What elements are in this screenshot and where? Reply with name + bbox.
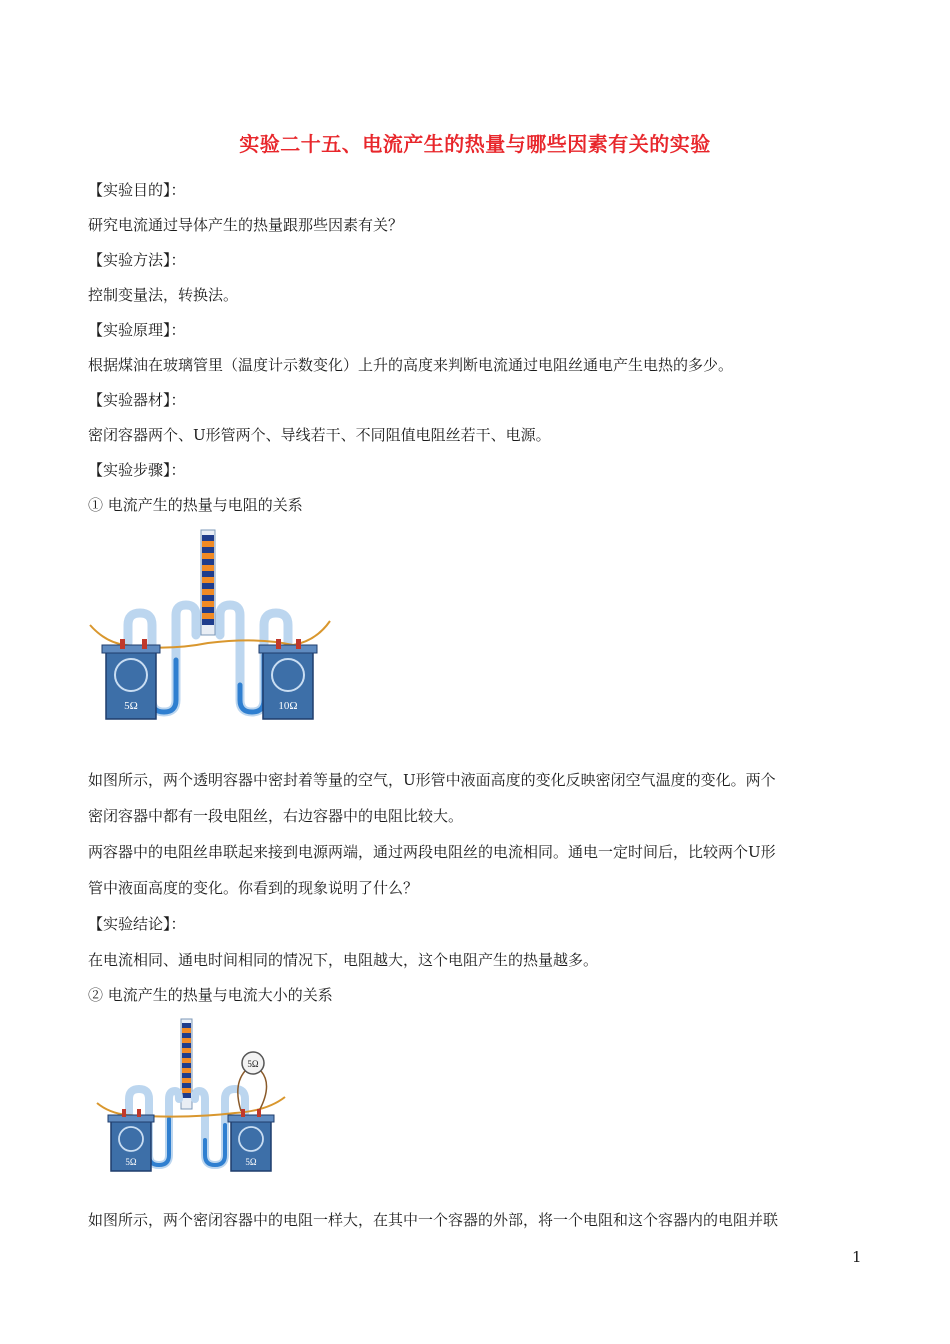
left-container xyxy=(108,1109,154,1171)
para2-line1: 两容器中的电阻丝串联起来接到电源两端，通过两段电阻丝的电流相同。通电一定时间后，比较两个U形 xyxy=(88,843,776,861)
figure-resistance-experiment xyxy=(88,525,333,725)
right-resistor-label: 10Ω xyxy=(278,700,298,712)
para2-line2: 管中液面高度的变化。你看到的现象说明了什么？ xyxy=(88,879,419,897)
method-heading: 【实验方法】： xyxy=(88,251,186,269)
right-resistor-label: 5Ω xyxy=(245,1157,257,1167)
right-container xyxy=(228,1109,274,1171)
page-number: 1 xyxy=(852,1248,862,1266)
conclusion-heading: 【实验结论】： xyxy=(88,915,186,933)
para1-line2: 密闭容器中都有一段电阻丝，右边容器中的电阻比较大。 xyxy=(88,807,464,825)
method-text: 控制变量法，转换法。 xyxy=(88,286,239,304)
para1-line1: 如图所示，两个透明容器中密封着等量的空气，U形管中液面高度的变化反映密闭空气温度的变化。两个 xyxy=(88,771,776,789)
left-resistor-label: 5Ω xyxy=(125,1157,137,1167)
steps-heading: 【实验步骤】： xyxy=(88,461,186,479)
right-container xyxy=(259,639,317,719)
left-container xyxy=(102,639,160,719)
external-resistor-label: 5Ω xyxy=(247,1059,259,1069)
materials-heading: 【实验器材】： xyxy=(88,391,186,409)
step1-title: ① 电流产生的热量与电阻的关系 xyxy=(88,496,303,514)
purpose-heading: 【实验目的】： xyxy=(88,181,186,199)
purpose-text: 研究电流通过导体产生的热量跟那些因素有关？ xyxy=(88,216,404,234)
page-title: 实验二十五、电流产生的热量与哪些因素有关的实验 xyxy=(239,132,711,156)
para3-line1: 如图所示，两个密闭容器中的电阻一样大，在其中一个容器的外部，将一个电阻和这个容器内的电阻并联 xyxy=(88,1211,779,1229)
materials-text: 密闭容器两个、U形管两个、导线若干、不同阻值电阻丝若干、电源。 xyxy=(88,426,551,444)
conclusion-text: 在电流相同、通电时间相同的情况下，电阻越大，这个电阻产生的热量越多。 xyxy=(88,951,599,969)
step2-title: ② 电流产生的热量与电流大小的关系 xyxy=(88,986,333,1004)
scale-ruler xyxy=(201,530,215,635)
principle-text: 根据煤油在玻璃管里（温度计示数变化）上升的高度来判断电流通过电阻丝通电产生电热的多少。 xyxy=(88,356,734,374)
principle-heading: 【实验原理】： xyxy=(88,321,186,339)
figure-current-experiment xyxy=(95,1015,300,1175)
left-resistor-label: 5Ω xyxy=(124,700,138,712)
